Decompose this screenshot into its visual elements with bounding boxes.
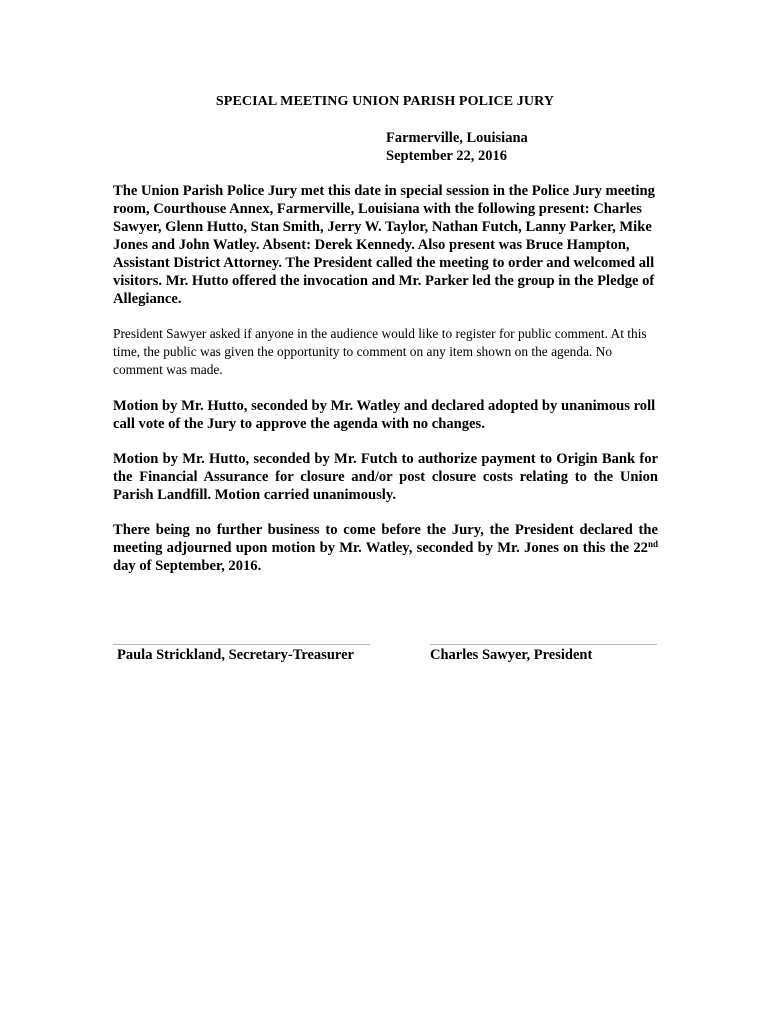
president-signature-line [430,644,657,645]
meeting-location: Farmerville, Louisiana [386,130,528,146]
document-title: SPECIAL MEETING UNION PARISH POLICE JURY [215,94,555,109]
president-signature-name: Charles Sawyer, President [430,647,593,663]
ordinal-suffix: nd [647,539,658,549]
adjournment-paragraph [113,521,658,575]
attendance-paragraph: The Union Parish Police Jury met this date in special session in the Police Jury meeting room, Courthouse Annex, Farmerville, Louisiana with the following present: Charles Sawyer, Glenn Hutto, Stan Smith, Jerry W. Taylor, Nathan Futch, Lanny Parker, Mike Jones and John Watley. Absent: Derek Kennedy. Also present was Bruce Hampton, Assistant District Attorney. The President called the meeting to order and welcomed all visitors. Mr. Hutto offered the invocation and Mr. Parker led the group in the Pledge of Allegiance. [113,183,655,307]
adjournment-text-end: day of September, 2016. [113,558,262,574]
adjournment-text: There being no further business to come before the Jury, the President declared the meeting adjourned upon motion by Mr. Watley, seconded by Mr. Jones on this the 22 [113,522,658,556]
meeting-date: September 22, 2016 [386,148,507,164]
public-comment-paragraph: President Sawyer asked if anyone in the audience would like to register for public comment. At this time, the public was given the opportunity to comment on any item shown on the agenda. No comment was made. [113,326,647,377]
secretary-signature-name: Paula Strickland, Secretary-Treasurer [117,647,354,663]
secretary-signature-line [113,644,370,645]
motion-agenda-paragraph: Motion by Mr. Hutto, seconded by Mr. Watley and declared adopted by unanimous roll call vote of the Jury to approve the agenda with no changes. [113,398,656,432]
motion-payment-paragraph: Motion by Mr. Hutto, seconded by Mr. Futch to authorize payment to Origin Bank for the Financial Assurance for closure and/or post closure costs relating to the Union Parish Landfill. Motion carried unanimously. [113,451,658,503]
